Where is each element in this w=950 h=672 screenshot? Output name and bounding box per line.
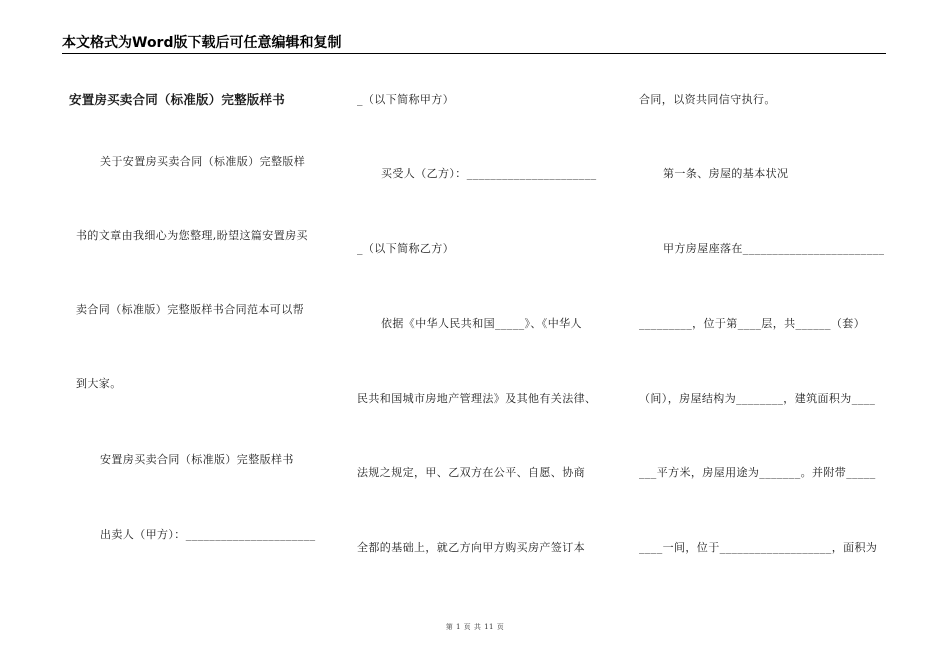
paragraph-line: _（以下简称乙方） <box>357 242 455 255</box>
paragraph-line: 书的文章由我细心为您整理,盼望这篇安置房买 <box>76 229 308 242</box>
paragraph-line: ____一间，位于___________________，面积为 <box>639 541 878 554</box>
text-column-2 <box>357 0 607 600</box>
paragraph-line: （间），房屋结构为________，建筑面积为____ <box>639 392 876 405</box>
text-column-3 <box>639 0 889 600</box>
paragraph-line: 甲方房屋座落在________________________ <box>663 242 885 255</box>
page-number: 第 1 页 共 11 页 <box>445 623 505 631</box>
paragraph-line: 合同，以资共同信守执行。 <box>639 93 776 106</box>
paragraph-line: 依据《中华人民共和国_____》、《中华人 <box>381 317 582 330</box>
paragraph-line: ___平方米，房屋用途为_______。并附带_____ <box>639 466 876 479</box>
document-title: 安置房买卖合同（标准版）完整版样书 <box>69 92 285 107</box>
paragraph-line: 民共和国城市房地产管理法》及其他有关法律、 <box>357 392 597 405</box>
paragraph-line: _________，位于第____层，共______（套） <box>639 317 866 330</box>
paragraph-line: 全都的基础上，就乙方向甲方购买房产签订本 <box>357 541 585 554</box>
paragraph-line: 卖合同（标准版）完整版样书合同范本可以帮 <box>76 303 304 316</box>
paragraph-line: _（以下简称甲方） <box>357 93 455 106</box>
document-header: 本文格式为Word版下载后可任意编辑和复制 <box>62 35 342 51</box>
paragraph-line: 买受人（乙方）：______________________ <box>381 167 597 180</box>
section-heading: 第一条、房屋的基本状况 <box>663 167 789 180</box>
paragraph-line: 到大家。 <box>76 377 122 390</box>
paragraph-line: 出卖人（甲方）：______________________ <box>100 528 316 541</box>
section-heading: 安置房买卖合同（标准版）完整版样书 <box>100 453 294 466</box>
paragraph-line: 法规之规定，甲、乙双方在公平、自愿、协商 <box>357 466 585 479</box>
paragraph-line: 关于安置房买卖合同（标准版）完整版样 <box>100 155 306 168</box>
text-column-1 <box>63 0 316 600</box>
